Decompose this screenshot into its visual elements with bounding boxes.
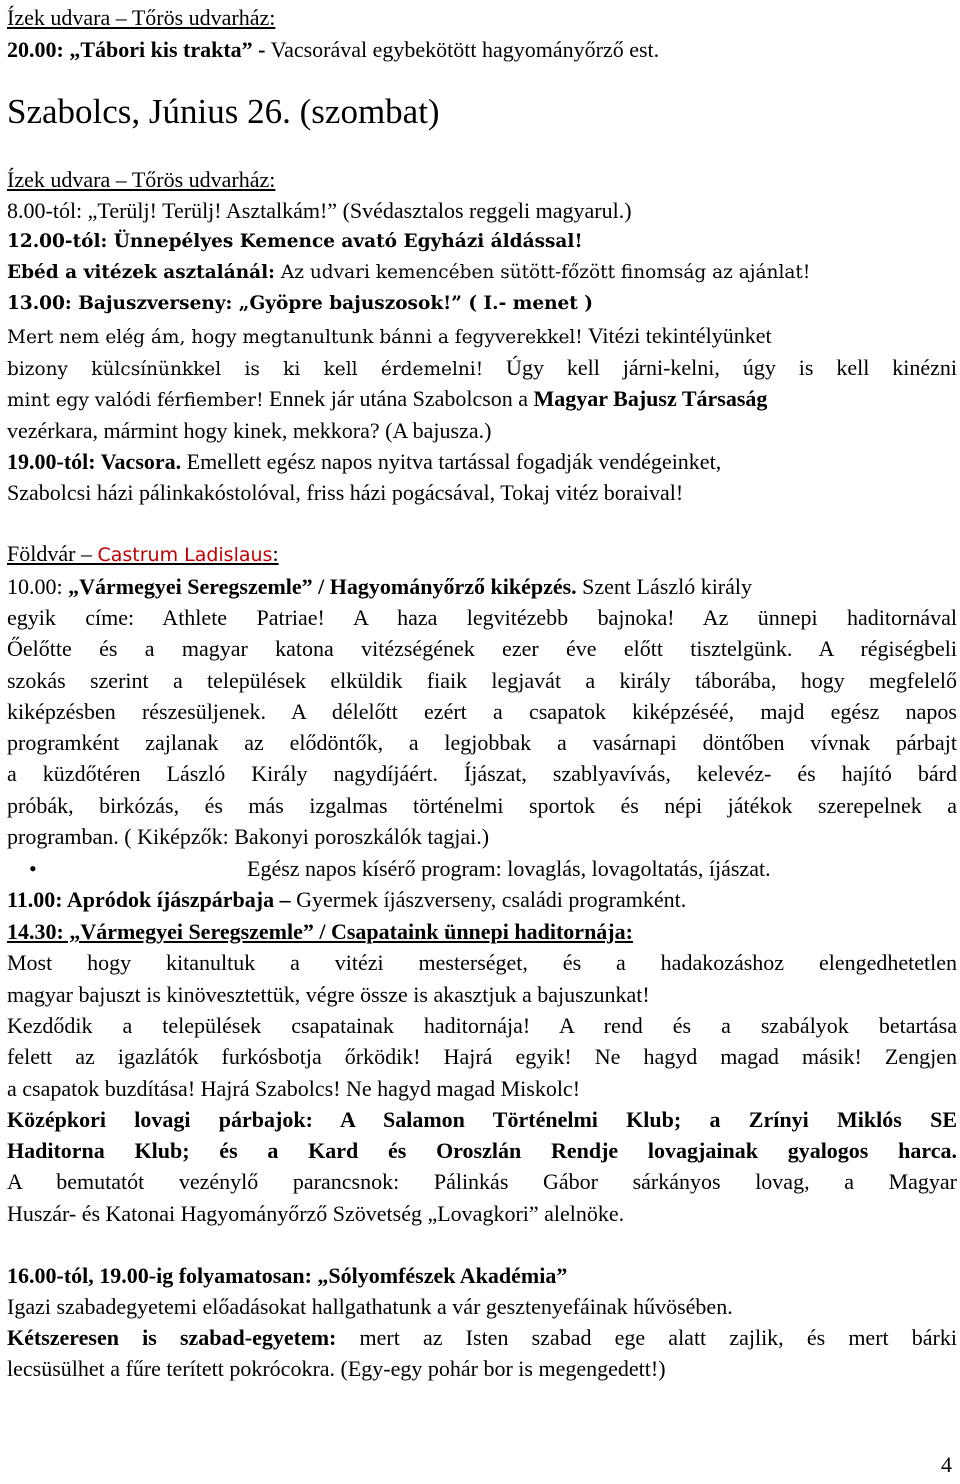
text-line: Szabolcsi házi pálinkakóstolóval, friss házi pogácsával, Tokaj vitéz boraival! <box>7 480 684 505</box>
text-line: Igazi szabadegyetemi előadásokat hallgathatunk a vár gesztenyefáinak hűvösében. <box>7 1294 733 1319</box>
day-title: Szabolcs, Június 26. (szombat) <box>7 92 440 131</box>
text-line: Mert nem elég ám, hogy megtanultunk bánni a fegyverekkel! Vitézi tekintélyünket <box>7 323 772 348</box>
program-line: 13.00: Bajuszverseny: „Gyöpre bajuszosok!” ( I.- menet ) <box>7 293 594 314</box>
text-line: Kezdődik a települések csapatainak haditornája! A rend és a szabályok betartása <box>7 1013 957 1038</box>
program-line: 16.00-tól, 19.00-ig folyamatosan: „Sólyomfészek Akadémia” <box>7 1263 568 1288</box>
text-line: Középkori lovagi párbajok: A Salamon Történelmi Klub; a Zrínyi Miklós SE <box>7 1107 957 1132</box>
text-line: mint egy valódi férfiember! Ennek jár utána Szabolcson a Magyar Bajusz Társaság <box>7 386 768 411</box>
program-line: 20.00: „Tábori kis trakta” - Vacsorával egybekötött hagyományőrző est. <box>7 37 660 62</box>
program-line: 12.00-tól: Ünnepélyes Kemence avató Egyházi áldással! <box>7 231 583 252</box>
program-line: 11.00: Apródok íjászpárbaja – Gyermek íjászverseny, családi programként. <box>7 887 687 912</box>
text-line: Kétszeresen is szabad-egyetem: mert az Isten szabad ege alatt zajlik, és mert bárki <box>7 1325 957 1350</box>
text-line: programként zajlanak az elődöntők, a legjobbak a vasárnapi döntőben vívnak párbajt <box>7 730 957 755</box>
text-line: Őelőtte és a magyar katona vitézségének ezer éve előtt tisztelgünk. A régiségbeli <box>7 636 957 661</box>
text-line: a csapatok buzdítása! Hajrá Szabolcs! Ne hagyd magad Miskolc! <box>7 1076 581 1101</box>
text-line: próbák, birkózás, és más izgalmas történelmi sportok és népi játékok szerepelnek a <box>7 793 957 818</box>
program-line: 8.00-tól: „Terülj! Terülj! Asztalkám!” (Svédasztalos reggeli magyarul.) <box>7 198 632 223</box>
bullet-text: Egész napos kísérő program: lovaglás, lovagoltatás, íjászat. <box>247 856 771 881</box>
text-line: vezérkara, mármint hogy kinek, mekkora? (A bajusza.) <box>7 418 492 443</box>
text-line: Huszár- és Katonai Hagyományőrző Szövetség „Lovagkori” alelnöke. <box>7 1201 625 1226</box>
venue-heading: Ízek udvara – Tőrös udvarház: <box>7 5 276 30</box>
text-line: magyar bajuszt is kinövesztettük, végre össze is akasztjuk a bajuszunkat! <box>7 982 650 1007</box>
page-number: 4 <box>941 1452 952 1477</box>
program-line: 10.00: „Vármegyei Seregszemle” / Hagyományőrző kiképzés. Szent László király <box>7 574 753 599</box>
text-line: a küzdőtéren László Király nagydíjáért. Íjászat, szablyavívás, kelevéz- és hajító bárd <box>7 761 957 786</box>
text-line: Most hogy kitanultuk a vitézi mesterséget, és a hadakozáshoz elengedhetetlen <box>7 950 957 975</box>
text-line: egyik címe: Athlete Patriae! A haza legvitézebb bajnoka! Az ünnepi haditornával <box>7 605 957 630</box>
program-line: 19.00-tól: Vacsora. Emellett egész napos nyitva tartással fogadják vendégeinket, <box>7 449 722 474</box>
text-line: szokás szerint a települések elküldik fiaik legjavát a király táborába, hogy megfelelő <box>7 668 957 693</box>
text-line: bizony külcsínünkkel is ki kell érdemelni! Úgy kell járni-kelni, úgy is kell kinézni <box>7 355 957 380</box>
bullet-icon: • <box>29 856 37 881</box>
text-line: felett az igazlátók furkósbotja őrködik! Hajrá egyik! Ne hagyd magad másik! Zengjen <box>7 1044 957 1069</box>
program-line: 14.30: „Vármegyei Seregszemle” / Csapataink ünnepi haditornája: <box>7 919 633 944</box>
venue-heading: Ízek udvara – Tőrös udvarház: <box>7 167 276 192</box>
text-line: lecsüsülhet a fűre terített pokrócokra. (Egy-egy pohár bor is megengedett!) <box>7 1356 666 1381</box>
program-line: Ebéd a vitézek asztalánál: Az udvari kemencében sütött-főzött finomság az ajánlat! <box>7 262 811 283</box>
text-line: Haditorna Klub; és a Kard és Oroszlán Rendje lovagjainak gyalogos harca. <box>7 1138 957 1163</box>
text-line: A bemutatót vezénylő parancsnok: Pálinkás Gábor sárkányos lovag, a Magyar <box>7 1169 957 1194</box>
text-line: programban. ( Kiképzők: Bakonyi poroszkálók tagjai.) <box>7 824 490 849</box>
text-line: kiképzésben részesüljenek. A délelőtt ezért a csapatok kiképzéséé, majd egész napos <box>7 699 957 724</box>
venue-heading: Földvár – Castrum Ladislaus: <box>7 541 279 566</box>
